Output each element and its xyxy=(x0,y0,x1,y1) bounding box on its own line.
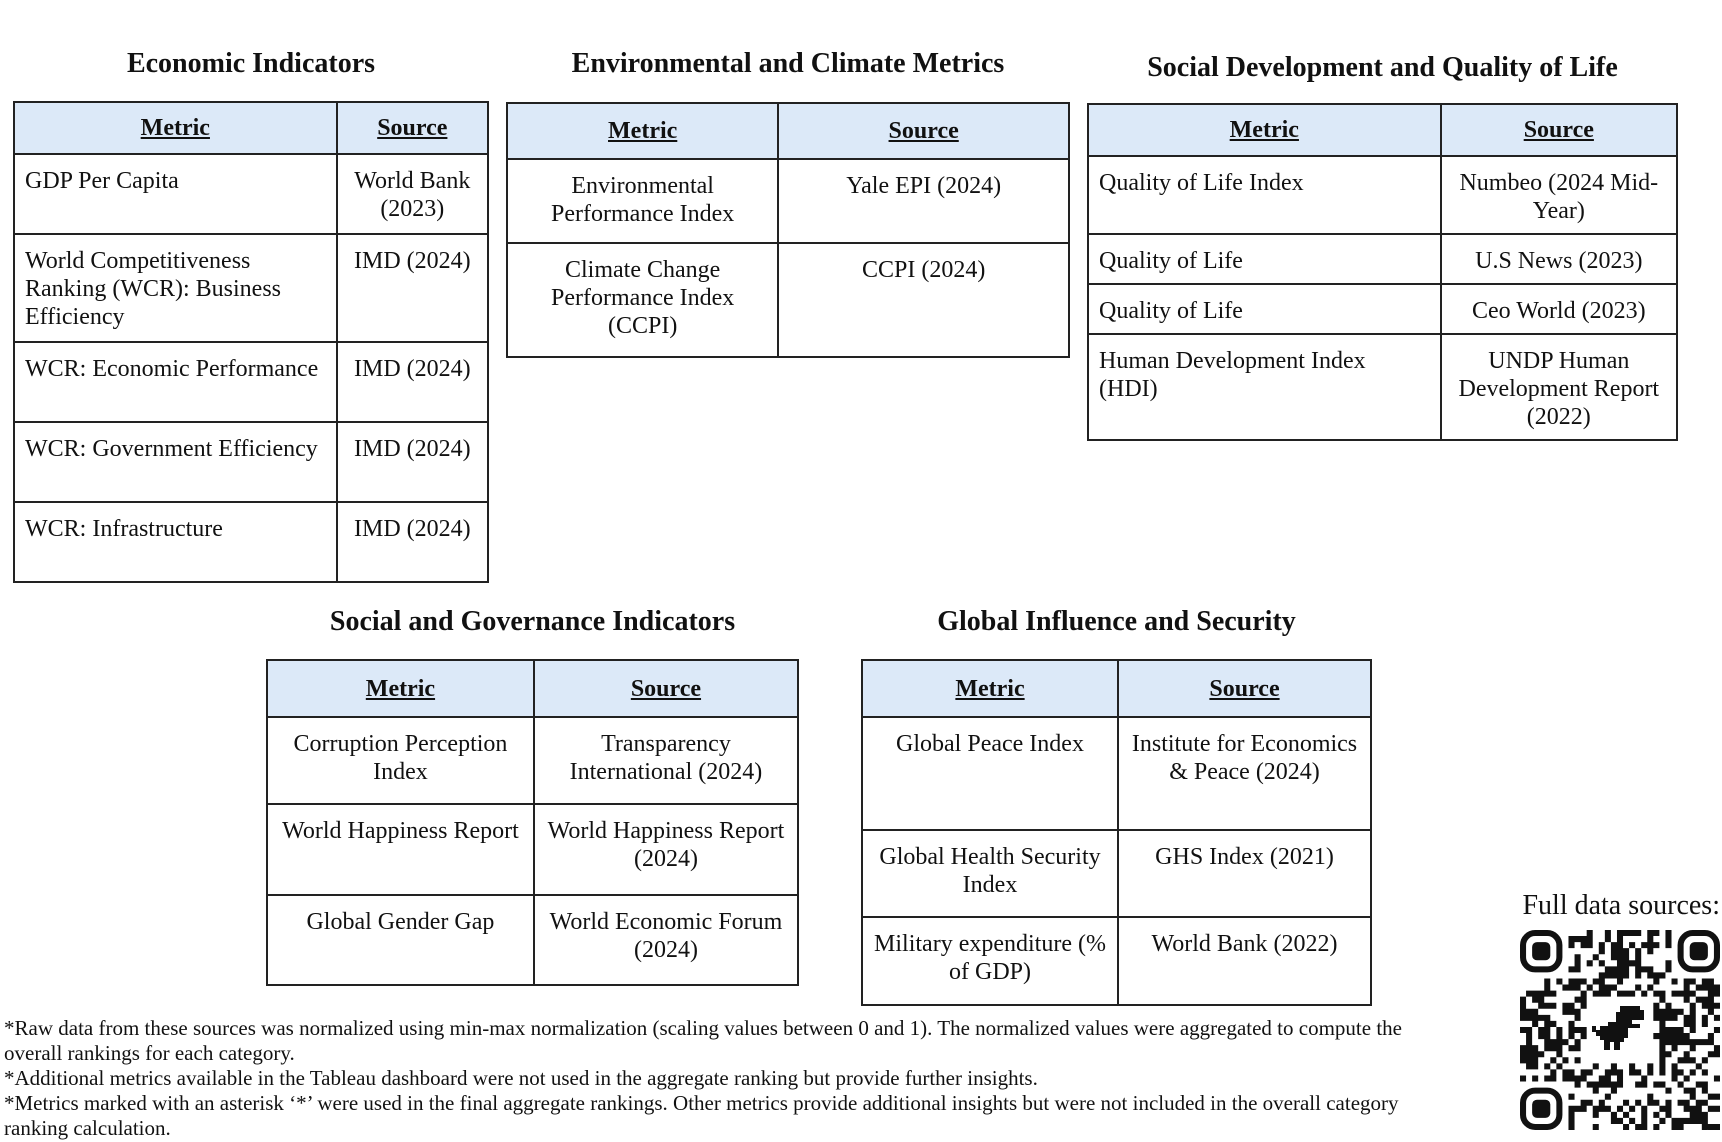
section-title: Social and Governance Indicators xyxy=(329,606,736,637)
metric-cell: World Competitiveness Ranking (WCR): Business Efficiency xyxy=(14,234,337,342)
metric-cell: Global Health Security Index xyxy=(862,830,1118,917)
source-cell: IMD (2024) xyxy=(337,342,488,422)
metric-cell: WCR: Government Efficiency xyxy=(14,422,337,502)
table-row xyxy=(267,804,798,895)
qr-finder-pattern xyxy=(1523,933,1559,969)
metric-cell: Military expenditure (% of GDP) xyxy=(862,917,1118,1005)
table-header-row xyxy=(1088,104,1677,156)
source-cell: IMD (2024) xyxy=(337,422,488,502)
footnote: *Metrics marked with an asterisk ‘*’ were used in the final aggregate rankings. Other metrics provide additional insights but were not included in the overall category ranking calculation. xyxy=(4,1091,1399,1140)
source-cell: IMD (2024) xyxy=(337,502,488,582)
table-row xyxy=(507,159,1069,243)
qr-finder-pattern xyxy=(1681,933,1717,969)
footnote: *Raw data from these sources was normalized using min-max normalization (scaling values between 0 and 1). The normalized values were aggregated to compute the overall rankings for each category. xyxy=(4,1016,1402,1065)
metric-cell: Global Peace Index xyxy=(862,717,1118,830)
dinosaur-icon xyxy=(1592,1006,1644,1050)
table-row xyxy=(14,342,488,422)
table-row xyxy=(1088,156,1677,234)
footnotes xyxy=(4,1016,1404,1141)
source-cell: World Bank (2023) xyxy=(337,154,488,234)
metric-cell: Environmental Performance Index xyxy=(507,159,778,243)
table-header-row xyxy=(14,102,488,154)
source-cell: U.S News (2023) xyxy=(1441,234,1677,284)
section-title: Environmental and Climate Metrics xyxy=(571,48,1005,79)
metric-cell: WCR: Infrastructure xyxy=(14,502,337,582)
table-row xyxy=(1088,284,1677,334)
source-cell: Ceo World (2023) xyxy=(1441,284,1677,334)
source-cell: CCPI (2024) xyxy=(778,243,1069,357)
metric-header: Metric xyxy=(267,660,534,717)
table-row xyxy=(14,154,488,234)
section-title: Economic Indicators xyxy=(126,48,376,79)
source-cell: World Bank (2022) xyxy=(1118,917,1371,1005)
table-row xyxy=(267,717,798,804)
metric-header: Metric xyxy=(507,103,778,159)
metric-cell: Human Development Index (HDI) xyxy=(1088,334,1441,440)
qr-finder-pattern xyxy=(1523,1091,1559,1127)
source-cell: World Happiness Report (2024) xyxy=(534,804,798,895)
source-header: Source xyxy=(778,103,1069,159)
metric-cell: Quality of Life xyxy=(1088,284,1441,334)
footnote: *Additional metrics available in the Tableau dashboard were not used in the aggregate ranking but provide further insights. xyxy=(4,1066,1038,1090)
source-cell: GHS Index (2021) xyxy=(1118,830,1371,917)
metric-cell: Corruption Perception Index xyxy=(267,717,534,804)
source-cell: IMD (2024) xyxy=(337,234,488,342)
table-header-row xyxy=(862,660,1371,717)
source-cell: Institute for Economics & Peace (2024) xyxy=(1118,717,1371,830)
table-header-row xyxy=(507,103,1069,159)
table-row xyxy=(862,717,1371,830)
global-table xyxy=(861,659,1372,1006)
table-row xyxy=(267,895,798,985)
metric-cell: WCR: Economic Performance xyxy=(14,342,337,422)
governance-table xyxy=(266,659,799,986)
qr-code-icon[interactable] xyxy=(1520,930,1720,1130)
section-title: Social Development and Quality of Life xyxy=(1147,52,1618,83)
table-row xyxy=(862,917,1371,1005)
environmental-table xyxy=(506,102,1070,358)
source-cell: World Economic Forum (2024) xyxy=(534,895,798,985)
metric-cell: GDP Per Capita xyxy=(14,154,337,234)
metric-header: Metric xyxy=(14,102,337,154)
table-row xyxy=(14,502,488,582)
table-row xyxy=(14,422,488,502)
table-row xyxy=(507,243,1069,357)
metric-cell: Quality of Life xyxy=(1088,234,1441,284)
source-header: Source xyxy=(534,660,798,717)
metric-cell: Climate Change Performance Index (CCPI) xyxy=(507,243,778,357)
source-header: Source xyxy=(1441,104,1677,156)
table-row xyxy=(1088,234,1677,284)
table-row xyxy=(862,830,1371,917)
table-header-row xyxy=(267,660,798,717)
metric-header: Metric xyxy=(1088,104,1441,156)
source-header: Source xyxy=(337,102,488,154)
qr-label: Full data sources: xyxy=(1522,890,1720,921)
source-cell: Transparency International (2024) xyxy=(534,717,798,804)
metric-cell: Quality of Life Index xyxy=(1088,156,1441,234)
metric-header: Metric xyxy=(862,660,1118,717)
section-title: Global Influence and Security xyxy=(937,606,1296,637)
social-development-table xyxy=(1087,103,1678,441)
source-cell: Yale EPI (2024) xyxy=(778,159,1069,243)
table-row xyxy=(1088,334,1677,440)
table-row xyxy=(14,234,488,342)
metric-cell: Global Gender Gap xyxy=(267,895,534,985)
economic-table xyxy=(13,101,489,583)
metric-cell: World Happiness Report xyxy=(267,804,534,895)
source-cell: UNDP Human Development Report (2022) xyxy=(1441,334,1677,440)
source-cell: Numbeo (2024 Mid-Year) xyxy=(1441,156,1677,234)
source-header: Source xyxy=(1118,660,1371,717)
